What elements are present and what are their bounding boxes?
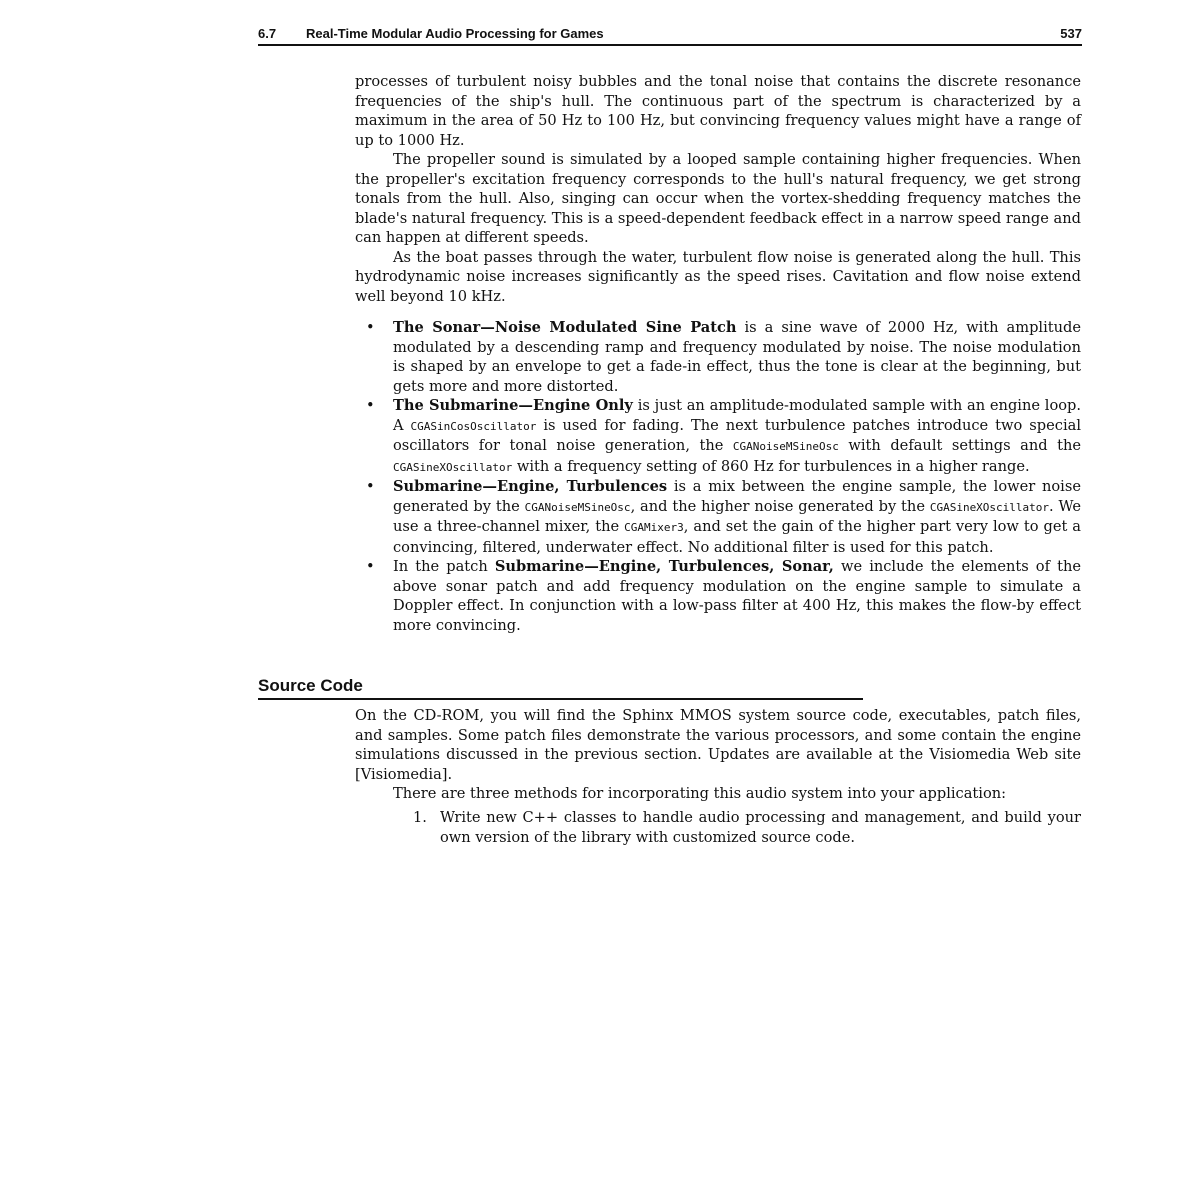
list-item [366, 477, 1081, 557]
item-text: Write new C++ classes to handle audio processing and management, and build your own version of the library with customized source code. [440, 809, 1081, 846]
code-identifier: CGAMixer3 [624, 521, 684, 534]
patch-list [366, 318, 1081, 635]
patch-name: The Sonar—Noise Modulated Sine Patch [393, 319, 737, 336]
list-item [413, 808, 1081, 847]
code-identifier: CGANoiseMSineOsc [524, 500, 631, 514]
item-number: 1. [413, 809, 427, 826]
intro-paragraph-2: The propeller sound is simulated by a looped sample containing higher frequencies. When the propeller's excitation frequency corresponds to the hull's natural frequency, we get strong tonals from the hull. Also, singing can occur when the vortex-shedding frequency matches the blade's natural frequency. This is a speed-dependent feedback effect in a narrow speed range and can happen at different speeds. [355, 151, 1081, 246]
code-identifier: CGASineXOscillator [929, 500, 1050, 514]
patch-description: is a mix between the engine sample, the lower noise generated by the [393, 478, 1081, 515]
page-number: 537 [1060, 26, 1082, 41]
patch-name: Submarine—Engine, Turbulences [393, 478, 668, 495]
list-item [366, 396, 1081, 477]
intro-paragraph-3: As the boat passes through the water, turbulent flow noise is generated along the hull. This hydrodynamic noise increases significantly as the speed rises. Cavitation and flow noise extend well beyond 10 kHz. [355, 248, 1081, 305]
running-header [258, 24, 1082, 46]
patch-name: The Submarine—Engine Only [393, 397, 633, 414]
code-identifier: CGASinCosOscillator [410, 419, 537, 433]
patch-name: Submarine—Engine, Turbulences, Sonar, [494, 558, 834, 575]
bullet-icon: • [366, 558, 375, 575]
source-code-paragraph-1: On the CD-ROM, you will find the Sphinx MMOS system source code, executables, patch files, and samples. Some patch files demonstrate the various processors, and some contain the engine simulations discussed in the previous section. Updates are available at the Visiomedia Web site [Visiomedia]. [355, 707, 1081, 783]
patch-description: , and set the gain of the higher part very low to get a convincing, filtered, underwater effect. No additional filter is used for this patch. [393, 518, 1081, 556]
section-heading: Source Code [258, 676, 863, 700]
patch-description: with default settings and the [838, 437, 1082, 454]
patch-description: is just an amplitude-modulated sample with an engine loop. A [393, 397, 1081, 434]
bullet-icon: • [366, 478, 375, 495]
source-code-paragraph-2: There are three methods for incorporating this audio system into your application: [393, 785, 1007, 802]
code-identifier: CGASineXOscillator [393, 460, 513, 474]
code-identifier: CGANoiseMSineOsc [732, 440, 839, 453]
patch-description: with a frequency setting of 860 Hz for turbulences in a higher range. [512, 457, 1030, 475]
bullet-icon: • [366, 319, 375, 336]
patch-description: is used for fading. The next turbulence patches introduce two special oscillators for tonal noise generation, the [393, 416, 1081, 454]
intro-paragraph-1: processes of turbulent noisy bubbles and the tonal noise that contains the discrete resonance frequencies of the ship's hull. The continuous part of the spectrum is characterized by a maximum in the area of 50 Hz to 100 Hz, but convincing frequency values might have a range of up to 1000 Hz. [355, 73, 1081, 149]
list-item [366, 318, 1081, 396]
patch-description: is a sine wave of 2000 Hz, with amplitude modulated by a descending ramp and frequency modulated by noise. The noise modulation is shaped by an envelope to get a fade-in effect, thus the tone is clear at the beginning, but gets more and more distorted. [393, 319, 1081, 395]
methods-list [413, 808, 1081, 847]
patch-description: . We use a three-channel mixer, the [393, 497, 1081, 535]
source-code-text [355, 706, 1081, 804]
intro-text [355, 72, 1081, 306]
patch-description: In the patch [393, 558, 495, 575]
patch-description: we include the elements of the above sonar patch and add frequency modulation on the engine sample to simulate a Doppler effect. In conjunction with a low-pass filter at 400 Hz, this makes the flow-by effect more convincing. [393, 558, 1081, 634]
list-item [366, 557, 1081, 635]
patch-description: , and the higher noise generated by the [630, 497, 930, 515]
section-number: 6.7 [258, 26, 277, 41]
bullet-icon: • [366, 397, 375, 414]
chapter-title: Real-Time Modular Audio Processing for Games [306, 26, 604, 41]
